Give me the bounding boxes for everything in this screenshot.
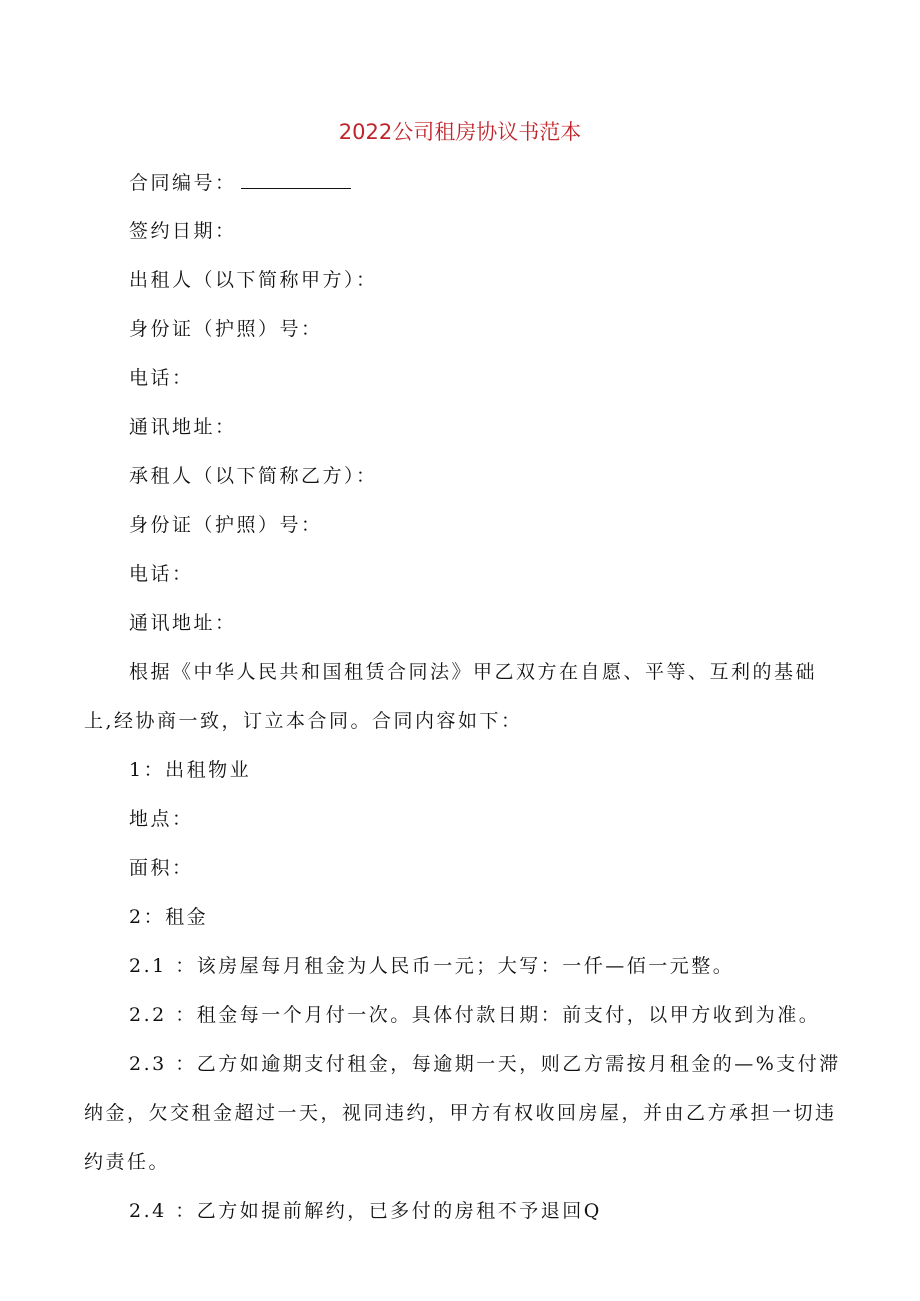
section1-heading: 1：出租物业	[129, 759, 252, 781]
document-body	[84, 166, 844, 1244]
area-field: 面积：	[129, 857, 194, 879]
lessee-phone-field: 电话：	[129, 563, 194, 585]
lessee-address-field: 通讯地址：	[129, 612, 237, 634]
location-field: 地点：	[129, 808, 194, 830]
clause-2-3: 2.3 ：乙方如逾期支付租金，每逾期一天，则乙方需按月租金的—%支付滞纳金，欠交租金超过一天，视同违约，甲方有权收回房屋，并由乙方承担一切违约责任。	[84, 1053, 841, 1173]
sign-date-field: 签约日期：	[129, 220, 237, 242]
contract-number-blank	[241, 166, 351, 189]
lessee-id-field: 身份证（护照）号：	[129, 514, 323, 536]
clause-2-2: 2.2 ：租金每一个月付一次。具体付款日期：前支付，以甲方收到为准。	[129, 1004, 821, 1026]
clause-2-4: 2.4 ：乙方如提前解约，已多付的房租不予退回Q	[129, 1200, 602, 1222]
contract-number-field	[84, 166, 844, 198]
intro-paragraph: 根据《中华人民共和国租赁合同法》甲乙双方在自愿、平等、互利的基础上,经协商一致，订立本合同。合同内容如下：	[84, 661, 818, 732]
clause-2-1: 2.1 ：该房屋每月租金为人民币一元；大写：一仟—佰一元整。	[129, 955, 735, 977]
document-title: 2022公司租房协议书范本	[338, 120, 582, 144]
lessor-id-field: 身份证（护照）号：	[129, 318, 323, 340]
lessor-address-field: 通讯地址：	[129, 416, 237, 438]
contract-number-label: 合同编号：	[129, 172, 237, 194]
lessor-field: 出租人（以下简称甲方）：	[129, 269, 378, 291]
lessee-field: 承租人（以下简称乙方）：	[129, 465, 378, 487]
section2-heading: 2：租金	[129, 906, 209, 928]
lessor-phone-field: 电话：	[129, 367, 194, 389]
